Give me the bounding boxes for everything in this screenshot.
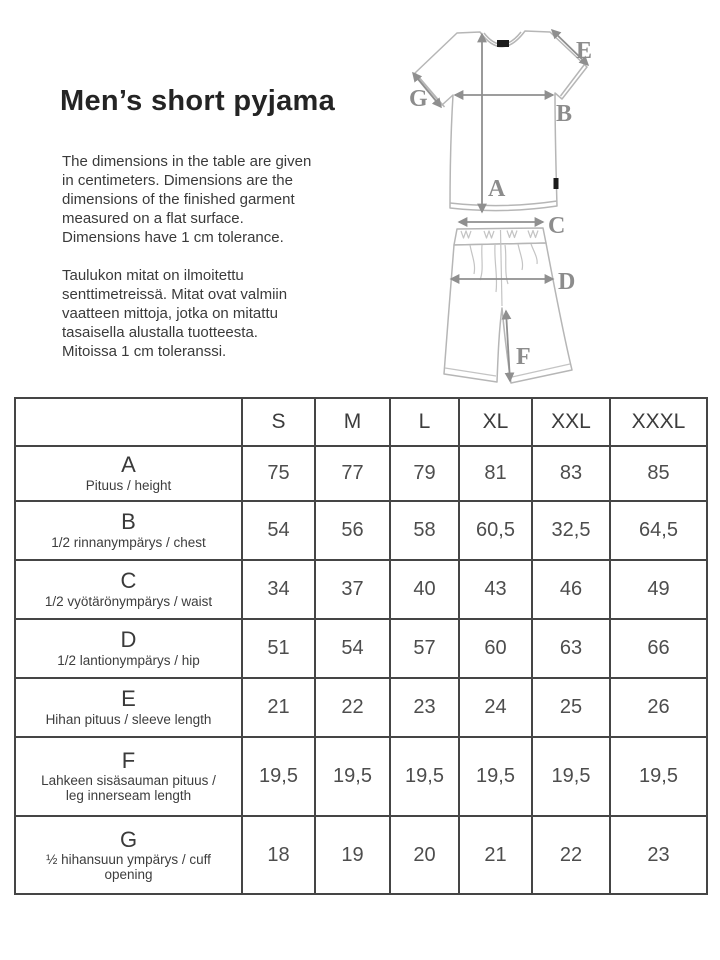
measure-label-cell bbox=[15, 619, 242, 678]
neck-label bbox=[497, 40, 509, 47]
size-value: 23 bbox=[610, 816, 707, 894]
size-value: 22 bbox=[532, 816, 610, 894]
size-value: 21 bbox=[242, 678, 315, 737]
size-value: 20 bbox=[390, 816, 459, 894]
side-tag bbox=[554, 178, 559, 189]
measure-letter: G bbox=[119, 826, 138, 852]
size-value: 66 bbox=[610, 619, 707, 678]
diagram-letter-b: B bbox=[556, 101, 573, 127]
measure-letter: B bbox=[121, 509, 136, 535]
diagram-letter-e: E bbox=[576, 38, 593, 64]
size-value: 23 bbox=[390, 678, 459, 737]
size-row-f bbox=[15, 737, 707, 816]
size-value: 19,5 bbox=[242, 737, 315, 816]
shorts-outline bbox=[444, 243, 572, 383]
size-column-header-m: M bbox=[315, 398, 390, 446]
measure-letter: F bbox=[121, 748, 136, 774]
size-value: 83 bbox=[532, 446, 610, 501]
size-row-d bbox=[15, 619, 707, 678]
size-value: 24 bbox=[459, 678, 532, 737]
size-chart-table bbox=[14, 397, 708, 895]
measure-description: Lahkeen sisäsauman pituus / leg innerseam length bbox=[41, 773, 216, 804]
size-value: 21 bbox=[459, 816, 532, 894]
size-value: 19,5 bbox=[459, 737, 532, 816]
measure-letter: A bbox=[121, 452, 136, 478]
size-value: 34 bbox=[242, 560, 315, 619]
measure-letter: E bbox=[121, 686, 136, 712]
size-row-c bbox=[15, 560, 707, 619]
diagram-letter-a: A bbox=[488, 176, 506, 202]
size-table-corner-cell bbox=[15, 398, 242, 446]
size-value: 19 bbox=[315, 816, 390, 894]
size-value: 18 bbox=[242, 816, 315, 894]
measure-description: 1/2 vyötärönympärys / waist bbox=[44, 593, 213, 609]
size-value: 19,5 bbox=[610, 737, 707, 816]
size-column-header-l: L bbox=[390, 398, 459, 446]
size-table-head-row bbox=[15, 398, 707, 446]
measure-label-cell bbox=[15, 678, 242, 737]
size-row-a bbox=[15, 446, 707, 501]
page-title: Men’s short pyjama bbox=[60, 85, 336, 118]
intro-text bbox=[62, 152, 362, 380]
size-value: 19,5 bbox=[390, 737, 459, 816]
size-value: 37 bbox=[315, 560, 390, 619]
size-value: 63 bbox=[532, 619, 610, 678]
size-value: 43 bbox=[459, 560, 532, 619]
size-column-header-xl: XL bbox=[459, 398, 532, 446]
measure-label-cell bbox=[15, 501, 242, 560]
size-value: 19,5 bbox=[532, 737, 610, 816]
size-row-e bbox=[15, 678, 707, 737]
size-value: 32,5 bbox=[532, 501, 610, 560]
size-value: 26 bbox=[610, 678, 707, 737]
size-value: 22 bbox=[315, 678, 390, 737]
size-column-header-s: S bbox=[242, 398, 315, 446]
measure-label-cell bbox=[15, 737, 242, 816]
intro-paragraph-english: The dimensions in the table are given in centimeters. Dimensions are the dimensions of the finished garment measured on a flat surface. Dimensions have 1 cm tolerance. bbox=[62, 153, 312, 246]
measure-label-cell bbox=[15, 816, 242, 894]
measure-label-cell bbox=[15, 560, 242, 619]
size-value: 60,5 bbox=[459, 501, 532, 560]
size-value: 46 bbox=[532, 560, 610, 619]
measure-description: Pituus / height bbox=[85, 477, 172, 493]
size-table-body bbox=[15, 446, 707, 894]
size-value: 64,5 bbox=[610, 501, 707, 560]
size-value: 60 bbox=[459, 619, 532, 678]
intro-paragraph-finnish: Taulukon mitat on ilmoitettu senttimetreissä. Mitat ovat valmiin vaatteen mittoja, jotka on mitattu tasaisella alustalla tuotteesta. Mitoissa 1 cm toleranssi. bbox=[62, 267, 288, 360]
size-value: 58 bbox=[390, 501, 459, 560]
size-value: 75 bbox=[242, 446, 315, 501]
size-value: 54 bbox=[242, 501, 315, 560]
diagram-letter-c: C bbox=[548, 213, 566, 239]
size-row-g bbox=[15, 816, 707, 894]
size-value: 19,5 bbox=[315, 737, 390, 816]
size-row-b bbox=[15, 501, 707, 560]
size-value: 79 bbox=[390, 446, 459, 501]
measure-letter: D bbox=[120, 627, 137, 653]
measure-description: 1/2 rinnanympärys / chest bbox=[51, 534, 206, 550]
size-value: 51 bbox=[242, 619, 315, 678]
measure-description: Hihan pituus / sleeve length bbox=[45, 711, 212, 727]
size-value: 40 bbox=[390, 560, 459, 619]
size-value: 49 bbox=[610, 560, 707, 619]
size-column-header-xxl: XXL bbox=[532, 398, 610, 446]
measure-label-cell bbox=[15, 446, 242, 501]
measure-letter: C bbox=[120, 568, 137, 594]
measure-description: 1/2 lantionympärys / hip bbox=[57, 652, 200, 668]
size-value: 25 bbox=[532, 678, 610, 737]
garment-measurement-diagram bbox=[400, 18, 615, 390]
measure-description: ½ hihansuun ympärys / cuff opening bbox=[46, 851, 211, 882]
size-value: 81 bbox=[459, 446, 532, 501]
diagram-letter-d: D bbox=[558, 269, 576, 295]
diagram-letter-f: F bbox=[516, 344, 531, 370]
size-value: 85 bbox=[610, 446, 707, 501]
diagram-letter-g: G bbox=[409, 86, 428, 112]
size-column-header-xxxl: XXXL bbox=[610, 398, 707, 446]
size-value: 56 bbox=[315, 501, 390, 560]
size-value: 57 bbox=[390, 619, 459, 678]
size-value: 77 bbox=[315, 446, 390, 501]
size-value: 54 bbox=[315, 619, 390, 678]
